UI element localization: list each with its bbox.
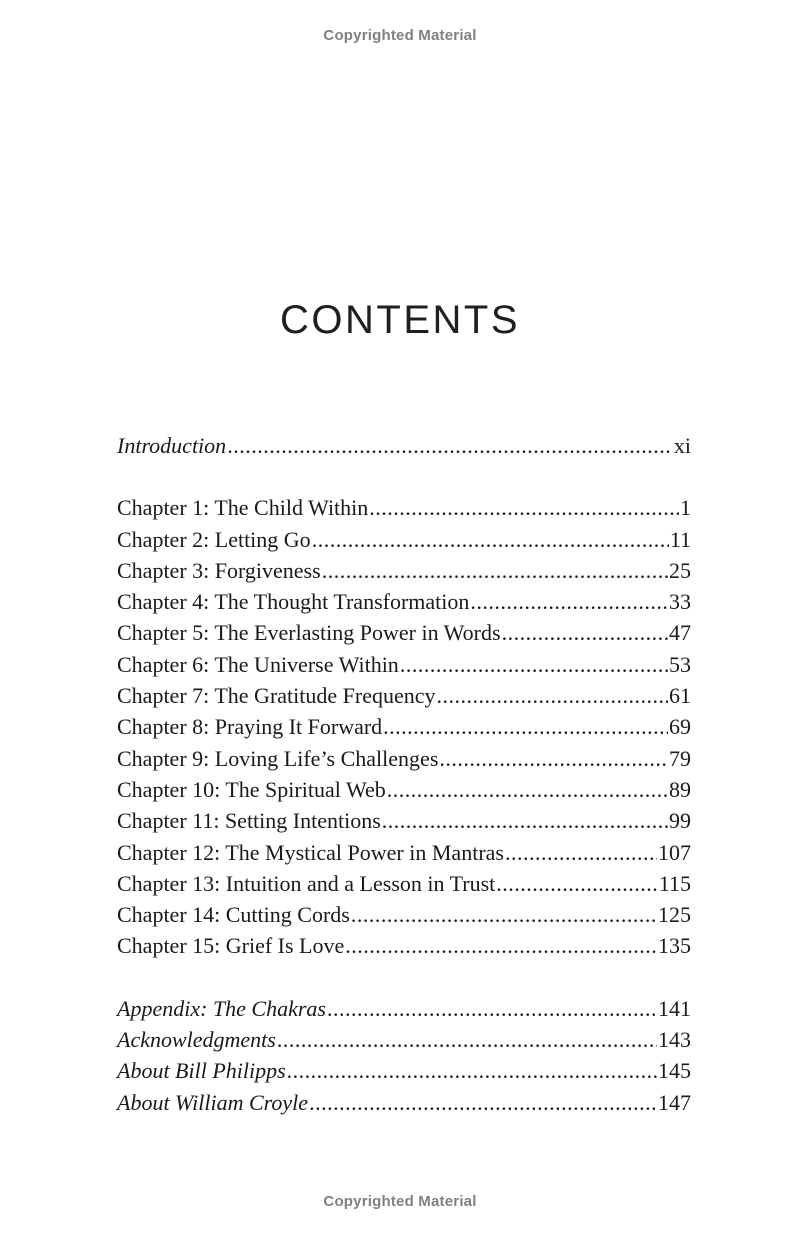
dot-leader [287, 1055, 657, 1086]
toc-entry [117, 743, 691, 774]
toc-entry [117, 649, 691, 680]
toc-entry-page-number: 1 [680, 495, 691, 521]
toc-entry-title: Chapter 5: The Everlasting Power in Words [117, 620, 501, 646]
toc-entry-title: Chapter 15: Grief Is Love [117, 933, 345, 959]
toc-entry-page-number: 11 [669, 526, 691, 552]
dot-leader [400, 649, 668, 680]
toc-entry-title: Appendix: The Chakras [117, 995, 326, 1021]
dot-leader [345, 930, 657, 961]
toc-entry [117, 868, 691, 899]
toc-entry-page-number: xi [673, 433, 691, 458]
dot-leader [383, 711, 668, 742]
toc-group-chapters [117, 492, 691, 961]
toc-group-back-matter [117, 993, 691, 1118]
toc-entry [117, 930, 691, 961]
toc-entry [117, 1055, 691, 1086]
toc-entry-page-number: 135 [658, 933, 691, 959]
toc-entry-title: Chapter 11: Setting Intentions [117, 808, 381, 834]
toc-entry-page-number: 69 [669, 714, 691, 740]
toc-entry-title: Acknowledgments [117, 1027, 276, 1053]
dot-leader [470, 586, 668, 617]
toc-entry-title: About William Croyle [117, 1089, 309, 1115]
toc-entry-title: Chapter 13: Intuition and a Lesson in Trust [117, 870, 496, 896]
toc-entry-page-number: 79 [669, 745, 691, 771]
toc-entry [117, 1087, 691, 1118]
toc-entry-page-number: 107 [658, 839, 691, 865]
toc-entry-title: Chapter 12: The Mystical Power in Mantras [117, 839, 504, 865]
toc-entry [117, 555, 691, 586]
toc-entry [117, 617, 691, 648]
toc-entry-page-number: 33 [669, 589, 691, 615]
toc-entry-title: Chapter 1: The Child Within [117, 495, 369, 521]
toc-entry [117, 774, 691, 805]
toc-entry-page-number: 53 [669, 651, 691, 677]
toc-entry-page-number: 115 [658, 870, 691, 896]
dot-leader [439, 743, 668, 774]
toc-entry-title: Chapter 8: Praying It Forward [117, 714, 383, 740]
dot-leader [496, 868, 658, 899]
toc-group-intro [117, 430, 691, 461]
toc-entry-title: Introduction [117, 433, 227, 458]
toc-entry-page-number: 145 [658, 1058, 691, 1084]
dot-leader [369, 492, 679, 523]
toc-entry-page-number: 47 [669, 620, 691, 646]
toc-entry-title: Chapter 7: The Gratitude Frequency [117, 683, 436, 709]
toc-entry-title: Chapter 4: The Thought Transformation [117, 589, 470, 615]
table-of-contents [117, 430, 691, 1118]
toc-entry-title: Chapter 10: The Spiritual Web [117, 776, 386, 802]
dot-leader [387, 774, 668, 805]
dot-leader [437, 680, 669, 711]
toc-entry [117, 524, 691, 555]
toc-entry-page-number: 89 [669, 776, 691, 802]
toc-entry [117, 586, 691, 617]
toc-entry [117, 680, 691, 711]
toc-entry-title: Chapter 14: Cutting Cords [117, 902, 350, 928]
dot-leader [502, 617, 668, 648]
toc-entry-page-number: 25 [669, 557, 691, 583]
copyright-watermark-top: Copyrighted Material [323, 27, 477, 44]
toc-entry [117, 711, 691, 742]
toc-entry [117, 430, 691, 461]
toc-entry-title: Chapter 9: Loving Life’s Challenges [117, 745, 439, 771]
toc-entry [117, 1024, 691, 1055]
toc-entry-page-number: 61 [669, 683, 691, 709]
toc-entry-title: Chapter 3: Forgiveness [117, 557, 321, 583]
dot-leader [309, 1087, 657, 1118]
toc-entry-page-number: 141 [658, 995, 691, 1021]
toc-entry-title: Chapter 2: Letting Go [117, 526, 311, 552]
toc-entry-title: Chapter 6: The Universe Within [117, 651, 399, 677]
toc-entry [117, 492, 691, 523]
dot-leader [351, 899, 657, 930]
dot-leader [505, 837, 657, 868]
toc-entry [117, 899, 691, 930]
toc-entry-title: About Bill Philipps [117, 1058, 286, 1084]
dot-leader [277, 1024, 657, 1055]
dot-leader [382, 805, 668, 836]
copyright-watermark-bottom: Copyrighted Material [323, 1193, 477, 1210]
toc-entry-page-number: 125 [658, 902, 691, 928]
toc-entry [117, 837, 691, 868]
toc-entry-page-number: 99 [669, 808, 691, 834]
dot-leader [322, 555, 668, 586]
dot-leader [227, 430, 673, 461]
toc-entry [117, 993, 691, 1024]
dot-leader [327, 993, 657, 1024]
dot-leader [312, 524, 669, 555]
toc-entry [117, 805, 691, 836]
page-title: CONTENTS [280, 298, 520, 342]
toc-entry-page-number: 147 [658, 1089, 691, 1115]
toc-entry-page-number: 143 [658, 1027, 691, 1053]
